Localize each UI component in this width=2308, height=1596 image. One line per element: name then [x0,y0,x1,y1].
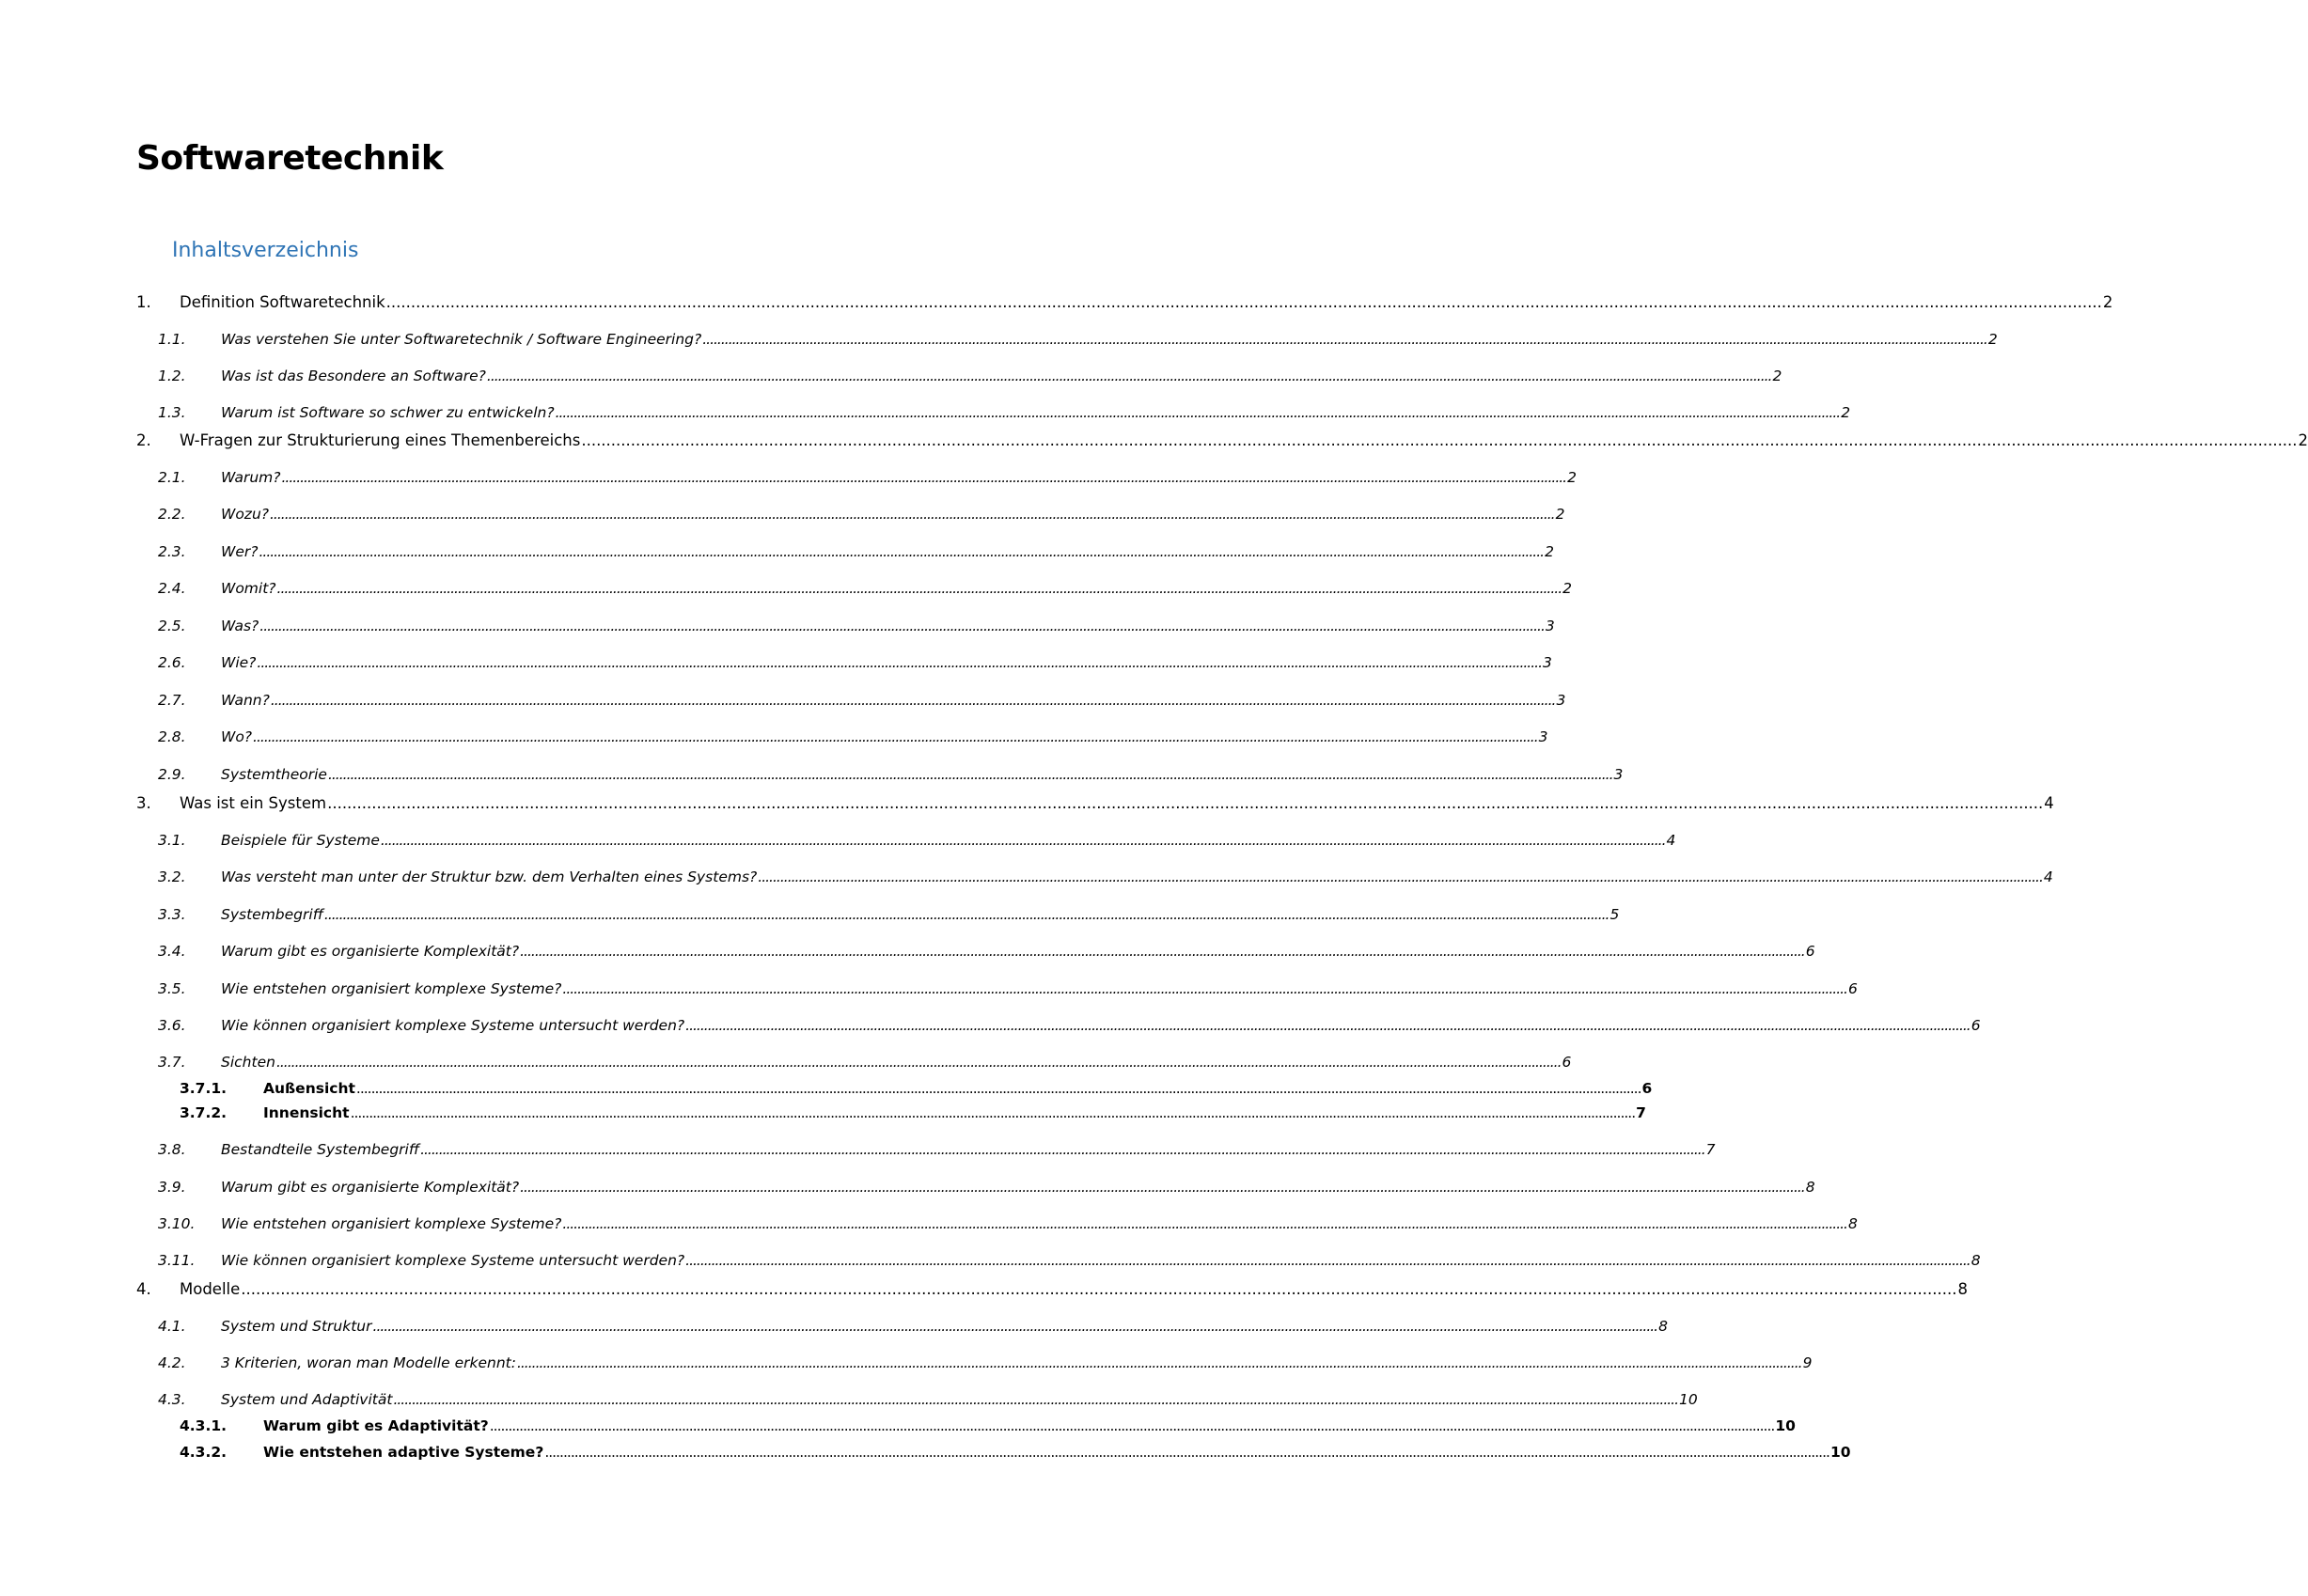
toc-leader-dots [758,868,2043,885]
toc-entry[interactable] [158,469,1577,486]
toc-entry-title: Bestandteile Systembegriff [221,1141,420,1158]
toc-leader-dots [253,728,1538,745]
toc-entry-title: Warum ist Software so schwer zu entwickeln? [221,404,555,421]
toc-entry-number: 2.9. [158,766,186,783]
toc-entry-page: 10 [1775,1417,1796,1434]
toc-entry[interactable] [136,1280,1968,1298]
toc-entry-number: 3.8. [158,1141,186,1158]
toc-entry-title: Innensicht [263,1104,350,1121]
toc-entry-number: 3.3. [158,906,186,923]
toc-entry-number: 2.8. [158,728,186,745]
toc-entry-number: 3.9. [158,1179,186,1196]
toc-entry-page: 8 [1970,1252,1981,1269]
toc-entry-title: System und Adaptivität [221,1391,393,1408]
toc-leader-dots [373,1318,1658,1335]
toc-entry-title: Wie entstehen organisiert komplexe Systeme? [221,1215,562,1232]
toc-leader-dots [257,654,1542,671]
toc-entry[interactable] [158,1141,1716,1158]
toc-entry-page: 10 [1829,1444,1851,1461]
toc-leader-dots [685,1017,1970,1034]
toc-entry-number: 3.7.2. [180,1104,228,1121]
toc-entry-title: System und Struktur [221,1318,372,1335]
toc-entry[interactable] [158,1318,1668,1335]
toc-entry-page: 3 [1543,654,1552,671]
toc-leader-dots [351,1104,1636,1121]
toc-entry-title: Was ist das Besondere an Software? [221,368,486,384]
toc-entry-page: 4 [2043,868,2053,885]
toc-entry[interactable] [158,368,1782,384]
toc-entry[interactable] [158,1179,1815,1196]
toc-leader-dots [386,293,2102,311]
toc-entry-title: Sichten [221,1054,275,1071]
toc-leader-dots [420,1141,1705,1158]
toc-entry-page: 2 [1562,580,1573,597]
toc-entry-number: 4.2. [158,1354,186,1371]
toc-entry-title: Wann? [221,692,270,709]
toc-entry-page: 6 [1805,943,1815,960]
toc-entry[interactable] [158,618,1555,634]
toc-entry-number: 4. [136,1280,151,1298]
toc-entry[interactable] [180,1417,1796,1434]
toc-leader-dots [271,692,1556,709]
toc-entry[interactable] [158,580,1573,597]
toc-entry-page: 7 [1705,1141,1716,1158]
toc-entry-page: 2 [1987,331,1998,348]
toc-leader-dots [259,543,1544,560]
toc-entry[interactable] [158,1354,1813,1371]
toc-entry-number: 3.10. [158,1215,196,1232]
toc-entry-number: 3. [136,794,151,812]
toc-entry-title: Warum gibt es Adaptivität? [263,1417,489,1434]
toc-entry-title: Was versteht man unter der Struktur bzw. dem Verhalten eines Systems? [221,868,758,885]
toc-entry[interactable] [158,943,1815,960]
toc-entry-page: 7 [1636,1104,1646,1121]
toc-entry[interactable] [158,331,1998,348]
toc-entry-number: 3.4. [158,943,186,960]
toc-entry-title: 3 Kriterien, woran man Modelle erkennt: [221,1354,516,1371]
toc-entry-number: 2.7. [158,692,186,709]
toc-entry[interactable] [136,794,2054,812]
toc-leader-dots [520,1179,1805,1196]
toc-entry[interactable] [158,766,1624,783]
toc-entry-page: 4 [1666,832,1676,849]
toc-entry-title: Systemtheorie [221,766,327,783]
toc-entry-page: 4 [2044,794,2054,812]
document-title: Softwaretechnik [136,139,444,178]
toc-leader-dots [241,1280,1956,1298]
toc-leader-dots [324,906,1609,923]
toc-entry-page: 2 [2298,431,2308,449]
toc-leader-dots [277,580,1562,597]
toc-entry-number: 2.2. [158,506,186,523]
toc-entry[interactable] [158,506,1565,523]
toc-entry-title: Warum gibt es organisierte Komplexität? [221,943,520,960]
toc-leader-dots [544,1444,1829,1461]
toc-entry-title: Wer? [221,543,259,560]
toc-entry[interactable] [158,692,1566,709]
toc-entry[interactable] [158,1215,1858,1232]
toc-leader-dots [282,469,1567,486]
toc-entry-page: 2 [1772,368,1782,384]
toc-entry[interactable] [180,1104,1646,1121]
toc-leader-dots [393,1391,1678,1408]
toc-entry-title: Systembegriff [221,906,323,923]
toc-entry-number: 3.1. [158,832,186,849]
toc-entry-title: Was verstehen Sie unter Softwaretechnik / Software Engineering? [221,331,702,348]
toc-entry-number: 3.5. [158,980,186,997]
toc-entry-page: 2 [1567,469,1577,486]
toc-entry-number: 4.3. [158,1391,186,1408]
toc-entry-title: Wie können organisiert komplexe Systeme untersucht werden? [221,1017,685,1034]
toc-entry-number: 1.3. [158,404,186,421]
toc-entry[interactable] [136,431,2308,449]
toc-entry-title: Wo? [221,728,253,745]
toc-leader-dots [259,618,1545,634]
toc-entry-page: 8 [1957,1280,1968,1298]
toc-entry-number: 3.7. [158,1054,186,1071]
toc-entry-number: 1.1. [158,331,186,348]
toc-leader-dots [702,331,1987,348]
toc-entry-page: 8 [1658,1318,1668,1335]
toc-entry-title: Womit? [221,580,276,597]
toc-entry-number: 2.5. [158,618,186,634]
toc-entry-title: Wie entstehen adaptive Systeme? [263,1444,544,1461]
toc-entry-number: 2.6. [158,654,186,671]
toc-entry-number: 3.6. [158,1017,186,1034]
toc-entry-number: 1. [136,293,151,311]
toc-entry[interactable] [158,1252,1981,1269]
toc-leader-dots [556,404,1841,421]
toc-entry-title: Außensicht [263,1080,355,1097]
toc-entry-number: 4.1. [158,1318,186,1335]
toc-leader-dots [520,943,1805,960]
toc-entry-title: Definition Softwaretechnik [180,293,385,311]
toc-entry[interactable] [180,1080,1653,1097]
toc-leader-dots [356,1080,1641,1097]
toc-entry[interactable] [158,404,1851,421]
toc-entry[interactable] [158,1054,1572,1071]
toc-entry[interactable] [158,1017,1981,1034]
toc-entry-page: 10 [1679,1391,1698,1408]
toc-entry-page: 9 [1802,1354,1813,1371]
toc-entry-title: W-Fragen zur Strukturierung eines Themenbereichs [180,431,581,449]
toc-entry-page: 6 [1641,1080,1653,1097]
toc-entry-page: 3 [1545,618,1555,634]
toc-leader-dots [562,1215,1847,1232]
toc-entry[interactable] [158,654,1552,671]
toc-entry-page: 2 [1841,404,1851,421]
toc-entry[interactable] [180,1444,1851,1461]
toc-entry-number: 4.3.2. [180,1444,228,1461]
toc-entry-page: 2 [2102,293,2113,311]
toc-entry-number: 3.2. [158,868,186,885]
toc-entry-number: 4.3.1. [180,1417,228,1434]
toc-leader-dots [490,1417,1775,1434]
toc-leader-dots [562,980,1847,997]
toc-entry[interactable] [158,728,1548,745]
toc-leader-dots [685,1252,1970,1269]
toc-entry-title: Warum gibt es organisierte Komplexität? [221,1179,520,1196]
toc-entry[interactable] [158,868,2053,885]
toc-leader-dots [276,1054,1562,1071]
toc-entry[interactable] [158,906,1620,923]
toc-entry-page: 6 [1970,1017,1981,1034]
toc-entry-number: 2.1. [158,469,186,486]
toc-entry[interactable] [136,293,2113,311]
toc-leader-dots [327,794,2043,812]
toc-entry-page: 8 [1805,1179,1815,1196]
toc-entry-number: 3.7.1. [180,1080,228,1097]
toc-entry[interactable] [158,543,1554,560]
toc-entry-page: 8 [1848,1215,1858,1232]
toc-leader-dots [581,431,2297,449]
toc-leader-dots [328,766,1613,783]
toc-entry-page: 2 [1545,543,1554,560]
toc-leader-dots [487,368,1772,384]
toc-entry-title: Wie entstehen organisiert komplexe Systeme? [221,980,562,997]
toc-entry-title: Modelle [180,1280,241,1298]
toc-entry[interactable] [158,1391,1698,1408]
toc-entry-title: Was? [221,618,259,634]
toc-entry-page: 3 [1613,766,1624,783]
toc-entry-title: Wie können organisiert komplexe Systeme untersucht werden? [221,1252,685,1269]
toc-entry-title: Warum? [221,469,281,486]
toc-entry-number: 2. [136,431,151,449]
toc-entry-number: 2.4. [158,580,186,597]
toc-entry-page: 3 [1556,692,1566,709]
toc-entry-page: 5 [1609,906,1620,923]
toc-entry-title: Beispiele für Systeme [221,832,380,849]
toc-entry-title: Was ist ein System [180,794,327,812]
toc-entry-number: 3.11. [158,1252,196,1269]
toc-entry-page: 2 [1555,506,1565,523]
toc-leader-dots [381,832,1666,849]
toc-leader-dots [270,506,1555,523]
toc-entry-title: Wie? [221,654,257,671]
toc-entry-page: 6 [1848,980,1858,997]
toc-entry[interactable] [158,980,1858,997]
toc-entry-page: 6 [1562,1054,1572,1071]
toc-entry-number: 2.3. [158,543,186,560]
toc-entry-number: 1.2. [158,368,186,384]
toc-entry-title: Wozu? [221,506,269,523]
toc-entry[interactable] [158,832,1676,849]
toc-leader-dots [517,1354,1802,1371]
toc-heading: Inhaltsverzeichnis [172,239,359,262]
toc-entry-page: 3 [1538,728,1548,745]
